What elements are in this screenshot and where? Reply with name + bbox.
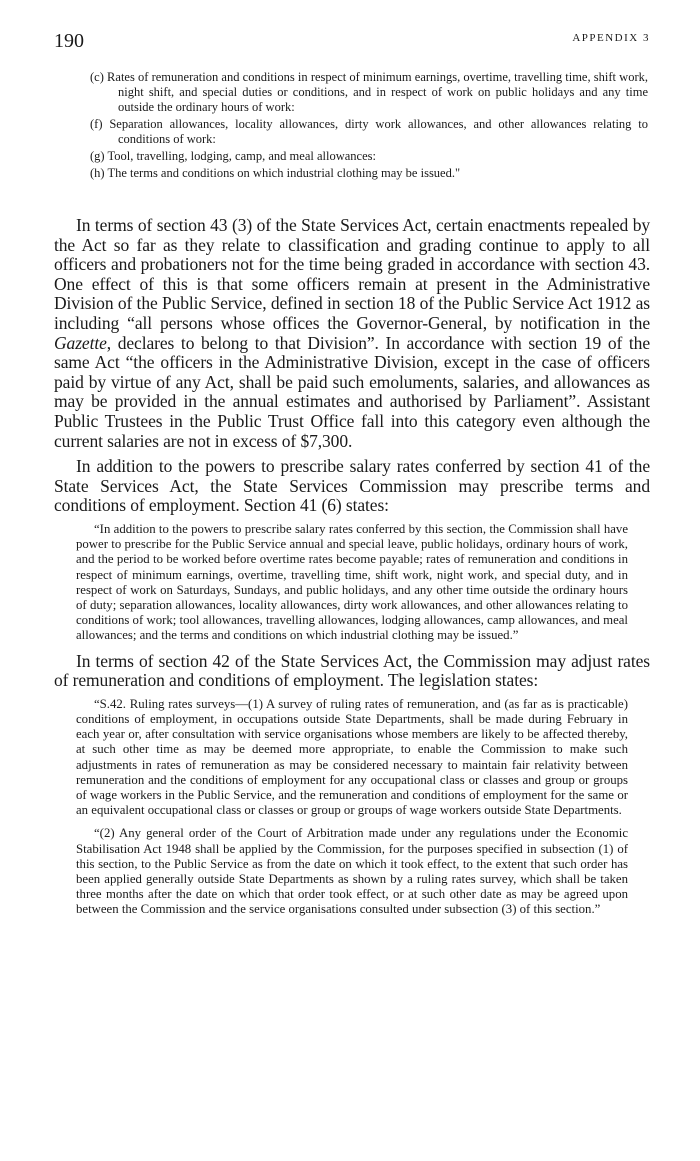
- page-header: [54, 28, 650, 58]
- quote-section-42-2: “(2) Any general order of the Court of Arbitration made under any regulations under the Economic Stabilisation Act 1948 shall be applied by the Commission, for the purposes specified in subsection (1) of this section, to the Public Service as from the date on which it took effect, to the extent that such order has been applied generally outside State Departments as shown by a ruling rates survey, which shall be taken three months after the date on which that order took effect, or at such other date as may be agreed upon between the Commission and the service organisations consulted under subsection (3) of this section.”: [76, 826, 628, 917]
- allowance-list: [90, 70, 648, 183]
- paragraph-section-42: In terms of section 42 of the State Services Act, the Commission may adjust rates of remuneration and conditions of employment. The legislation states:: [54, 650, 650, 691]
- body-text: [54, 216, 650, 918]
- paragraph-section-41: In addition to the powers to prescribe salary rates conferred by section 41 of the State Services Act, the State Services Commission may prescribe terms and conditions of employment. Section 41 (6) states:: [54, 456, 650, 516]
- paragraph-text: In terms of section 43 (3) of the State Services Act, certain enactments repealed by the Act so far as they relate to classification and grading continue to apply to all officers and probationers not for the time being graded in accordance with section 43. One effect of this is that some officers remain at present in the Administrative Division of the Public Service, defined in section 18 of the Public Service Act 1912 as including “all persons whose offices the Governor-General, by notification in the: [54, 215, 650, 333]
- page-number: 190: [54, 30, 84, 52]
- list-item: (g) Tool, travelling, lodging, camp, and meal allowances:: [90, 149, 376, 163]
- quote-section-42-1: “S.42. Ruling rates surveys—(1) A survey of ruling rates of remuneration, and (as far as is practicable) conditions of employment, in occupations outside State Departments, shall be made during February in each year or, after consultation with service organisations whose members are likely to be affected thereby, at such other time as may be deemed more appropriate, to enable the Commission to make such adjustments in rates of remuneration as may be considered necessary to maintain fair relativity between remuneration and the conditions of employment for any occupational class or classes and group or groups of wage workers in the Public Service, and the remuneration and conditions of employment for the same or an equivalent occupational class or classes or group or groups of wage workers outside State Departments.: [76, 696, 628, 818]
- running-head: APPENDIX 3: [572, 32, 650, 44]
- list-item: (h) The terms and conditions on which industrial clothing may be issued.": [90, 166, 461, 180]
- gazette-italic: Gazette: [54, 332, 107, 353]
- paragraph-section-43: [54, 216, 650, 451]
- paragraph-text: , declares to belong to that Division”. In accordance with section 19 of the same Act “the officers in the Administrative Division, except in the case of officers paid by virtue of any Act, shall be paid such emoluments, salaries, and allowances as may be provided in the annual estimates and authorised by Parliament”. Assistant Public Trustees in the Public Trust Office fall into this category even although the current salaries are not in excess of $7,300.: [54, 332, 650, 451]
- quote-section-41-6: “In addition to the powers to prescribe salary rates conferred by this section, the Commission shall have power to prescribe for the Public Service annual and special leave, public holidays, ordinary hours of work, and the period to be worked before overtime rates become payable; rates of remuneration and conditions in respect of minimum earnings, overtime, travelling time, shift work, night work, and special duty, and in respect of work on Saturdays, Sundays, and public holidays, and any other time outside the ordinary hours of duty; separation allowances, locality allowances, dirty work allowances, and other allowances relating to conditions of work; tool allowances, travelling allowances, lodging allowances, camp allowances, and meal allowances; and the terms and conditions on which industrial clothing may be issued.”: [76, 521, 628, 643]
- list-item: (c) Rates of remuneration and conditions in respect of minimum earnings, overtime, travelling time, shift work, night shift, and special duties or conditions, and in respect of work on public holidays and any time outside the ordinary hours of work:: [90, 70, 648, 114]
- list-item: (f) Separation allowances, locality allowances, dirty work allowances, and other allowances relating to conditions of work:: [90, 117, 648, 146]
